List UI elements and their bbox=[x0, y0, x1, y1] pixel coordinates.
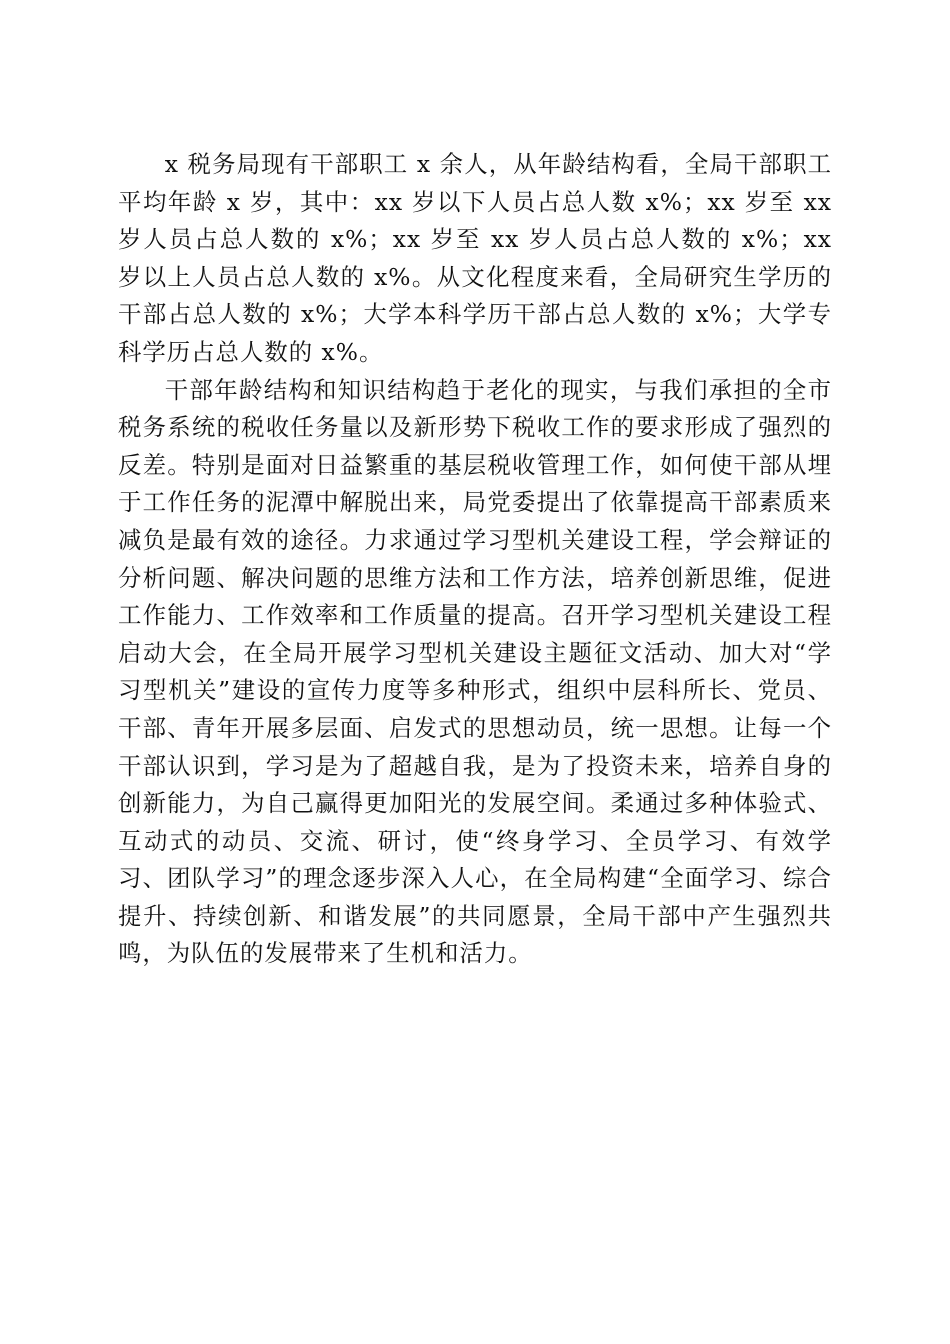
paragraph-learning-organization: 干部年龄结构和知识结构趋于老化的现实，与我们承担的全市税务系统的税收任务量以及新形势下税收工作的要求形成了强烈的反差。特别是面对日益繁重的基层税收管理工作，如何使干部从埋于工作任务的泥潭中解脱出来，局党委提出了依靠提高干部素质来减负是最有效的途径。力求通过学习型机关建设工程，学会辩证的分析问题、解决问题的思维方法和工作方法，培养创新思维，促进工作能力、工作效率和工作质量的提高。召开学习型机关建设工程启动大会，在全局开展学习型机关建设主题征文活动、加大对“学习型机关”建设的宣传力度等多种形式，组织中层科所长、党员、干部、青年开展多层面、启发式的思想动员，统一思想。让每一个干部认识到，学习是为了超越自我，是为了投资未来，培养自身的创新能力，为自己赢得更加阳光的发展空间。柔通过多种体验式、互动式的动员、交流、研讨，使“终身学习、全员学习、有效学习、团队学习”的理念逐步深入人心，在全局构建“全面学习、综合提升、持续创新、和谐发展”的共同愿景，全局干部中产生强烈共鸣，为队伍的发展带来了生机和活力。 bbox=[118, 375, 832, 968]
document-body bbox=[118, 146, 832, 973]
paragraph-staff-structure: x 税务局现有干部职工 x 余人，从年龄结构看，全局干部职工平均年龄 x 岁，其中：xx 岁以下人员占总人数 x%；xx 岁至 xx 岁人员占总人数的 x%；xx 岁至 xx 岁人员占总人数的 x%；xx 岁以上人员占总人数的 x%。从文化程度来看，全局研究生学历的干部占总人数的 x%；大学本科学历干部占总人数的 x%；大学专科学历占总人数的 x%。 bbox=[118, 150, 832, 366]
